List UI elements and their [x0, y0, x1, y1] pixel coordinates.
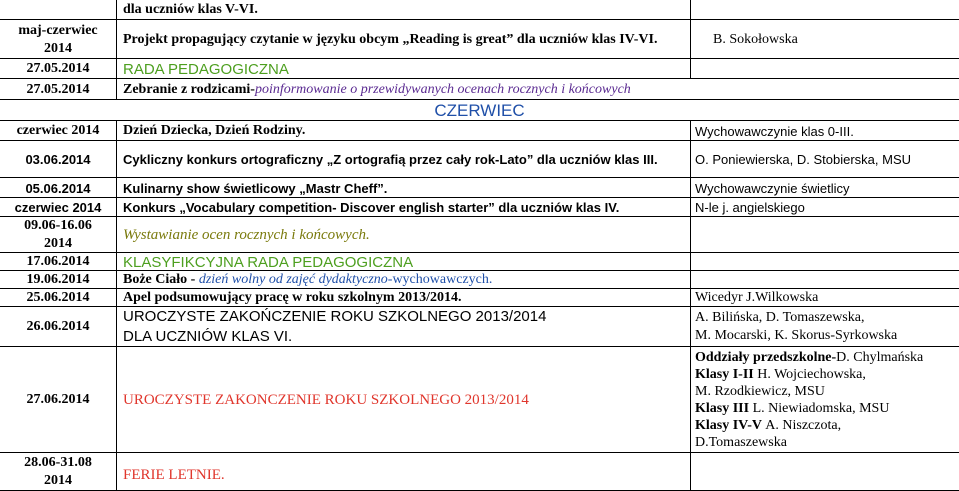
- event-text: Boże Ciało - dzień wolny od zajęć dydaktyczno-wychowawczych.: [123, 272, 493, 287]
- event-text: Konkurs „Vocabulary competition- Discover english starter” dla uczniów klas IV.: [123, 200, 620, 215]
- table-row: [0, 346, 959, 453]
- event-date: 27.05.2014: [26, 61, 90, 76]
- event-date: 05.06.2014: [25, 180, 91, 196]
- event-date: 09.06-16.06 2014: [24, 218, 92, 251]
- table-row: [0, 306, 959, 347]
- event-date: 27.05.2014: [26, 81, 90, 97]
- responsible-person: Wychowawczynie klas 0-III.: [695, 123, 854, 139]
- event-date: czerwiec 2014: [14, 200, 102, 215]
- event-text: dla uczniów klas V-VI.: [123, 1, 258, 17]
- event-text: RADA PEDAGOGICZNA: [123, 60, 289, 78]
- responsible-person: B. Sokołowska: [713, 31, 798, 47]
- table-row: [0, 197, 959, 217]
- responsible-person: N-le j. angielskiego: [695, 200, 805, 215]
- event-text: KLASYFIKCYJNA RADA PEDAGOGICZNA: [123, 253, 414, 271]
- table-row: [0, 19, 959, 59]
- event-date: 25.06.2014: [26, 290, 90, 305]
- event-text: UROCZYSTE ZAKONCZENIE ROKU SZKOLNEGO 2013/2014: [123, 391, 529, 408]
- month-header: CZERWIEC: [434, 100, 525, 120]
- table-row: [0, 140, 959, 178]
- table-row: [0, 78, 959, 100]
- table-row: [0, 252, 959, 271]
- event-text: Zebranie z rodzicami-poinformowanie o przewidywanych ocenach rocznych i końcowych: [123, 81, 631, 97]
- event-text: Projekt propagujący czytanie w języku obcym „Reading is great” dla uczniów klas IV-VI.: [123, 31, 658, 47]
- event-date: 28.06-31.08 2014: [24, 454, 92, 488]
- event-text: Dzień Dziecka, Dzień Rodziny.: [123, 123, 306, 138]
- table-row: [0, 288, 959, 307]
- table-row: [0, 120, 959, 141]
- responsible-person: O. Poniewierska, D. Stobierska, MSU: [695, 152, 912, 167]
- table-row: [0, 99, 959, 121]
- event-date: 27.06.2014: [26, 392, 90, 407]
- table-row: [0, 270, 959, 289]
- event-text: Wystawianie ocen rocznych i końcowych.: [123, 226, 370, 243]
- event-text: UROCZYSTE ZAKOŃCZENIE ROKU SZKOLNEGO 2013/2014 DLA UCZNIÓW KLAS VI.: [123, 308, 547, 345]
- responsible-person: Oddziały przedszkolne-D. Chylmańska Klasy I-II H. Wojciechowska, M. Rzodkiewicz, MSU Klasy III L. Niewiadomska, MSU Klasy IV-V A. Niszczota, D.Tomaszewska: [695, 350, 924, 450]
- event-text: Cykliczny konkurs ortograficzny „Z ortografią przez cały rok-Lato” dla uczniów klas III.: [123, 151, 658, 167]
- responsible-person: A. Bilińska, D. Tomaszewska, M. Mocarski, K. Skorus-Syrkowska: [695, 310, 898, 343]
- event-date: 17.06.2014: [26, 254, 90, 269]
- table-row: [0, 58, 959, 79]
- responsible-person: Wychowawczynie świetlicy: [695, 180, 850, 196]
- table-row: [0, 0, 959, 19]
- event-text: Kulinarny show świetlicowy „Mastr Cheff”.: [123, 180, 388, 196]
- table-row: [0, 177, 959, 198]
- table-row: [0, 452, 959, 491]
- event-text: Apel podsumowujący pracę w roku szkolnym 2013/2014.: [123, 290, 462, 305]
- responsible-person: Wicedyr J.Wilkowska: [695, 290, 819, 305]
- event-date: czerwiec 2014: [16, 123, 100, 138]
- event-date: 19.06.2014: [26, 272, 90, 287]
- event-date: 03.06.2014: [25, 152, 91, 167]
- event-text: FERIE LETNIE.: [123, 467, 225, 483]
- table-row: [0, 216, 959, 253]
- event-date: maj-czerwiec 2014: [18, 22, 98, 56]
- event-date: 26.06.2014: [26, 319, 90, 334]
